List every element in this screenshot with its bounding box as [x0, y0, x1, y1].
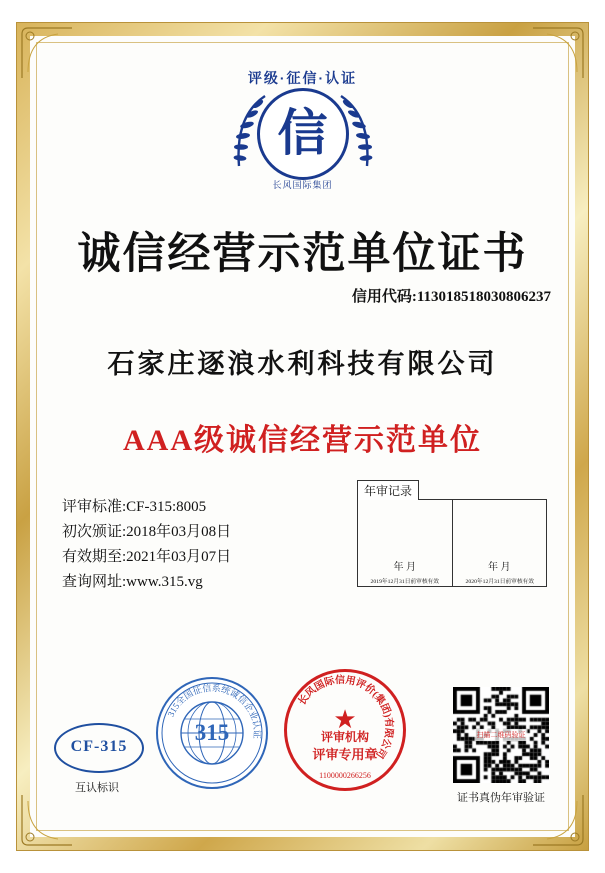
certificate-seals-row	[46, 671, 559, 811]
globe-certification-seal	[156, 677, 268, 789]
svg-text:315全国征信系统诚信企业认证: 315全国征信系统诚信企业认证	[165, 682, 263, 739]
annual-review-title: 年审记录	[357, 480, 419, 500]
svg-text:长风国际信用评价(集团)有限公司: 长风国际信用评价(集团)有限公司	[296, 674, 395, 760]
verification-qr-code[interactable]	[453, 687, 549, 783]
credit-code	[352, 285, 551, 306]
detail-first-issue: 初次颁证:2018年03月08日	[62, 524, 232, 540]
award-level: AAA级诚信经营示范单位	[123, 424, 482, 457]
annual-review-cell	[358, 500, 452, 586]
red-official-seal	[284, 669, 406, 791]
credit-code-label: 信用代码:	[351, 289, 417, 305]
red-seal-star-icon: ★	[333, 704, 357, 734]
cf315-caption: 互认标识	[75, 782, 119, 794]
detail-query-url: 查询网址:www.315.vg	[62, 574, 203, 590]
annual-review-note: 2020年12月31日前审核有效	[465, 579, 534, 585]
organization-emblem	[203, 66, 403, 206]
qr-caption: 证书真伪年审验证	[457, 792, 545, 804]
certificate-title: 诚信经营示范单位证书	[77, 231, 528, 278]
emblem-center-character: 信	[257, 88, 349, 180]
certificate-content	[46, 52, 559, 821]
detail-valid-until: 有效期至:2021年03月07日	[62, 549, 232, 565]
detail-standard: 评审标准:CF-315:8005	[62, 499, 207, 515]
qr-overlay-text: 扫描二维码验证	[475, 729, 528, 741]
red-seal-line2: 评审专用章	[312, 747, 378, 762]
cf315-badge: CF-315	[54, 723, 144, 773]
red-seal-line1: 评审机构	[320, 730, 369, 744]
annual-review-box	[357, 480, 547, 587]
company-name: 石家庄逐浪水利科技有限公司	[107, 349, 498, 379]
globe-seal-number: 315	[194, 720, 230, 745]
emblem-organization-name: 长风国际集团	[272, 180, 333, 190]
annual-review-grid	[357, 499, 547, 587]
annual-review-year-month: 年 月	[488, 562, 511, 573]
annual-review-cell	[452, 500, 547, 586]
red-seal-code: 1100000266256	[319, 771, 371, 780]
credit-code-value: 113018518030806237	[416, 289, 551, 305]
certificate-details	[62, 495, 231, 595]
emblem-arc-text: 评级·征信·认证	[247, 70, 358, 86]
annual-review-note: 2019年12月31日前审核有效	[370, 579, 439, 585]
annual-review-year-month: 年 月	[393, 562, 416, 573]
